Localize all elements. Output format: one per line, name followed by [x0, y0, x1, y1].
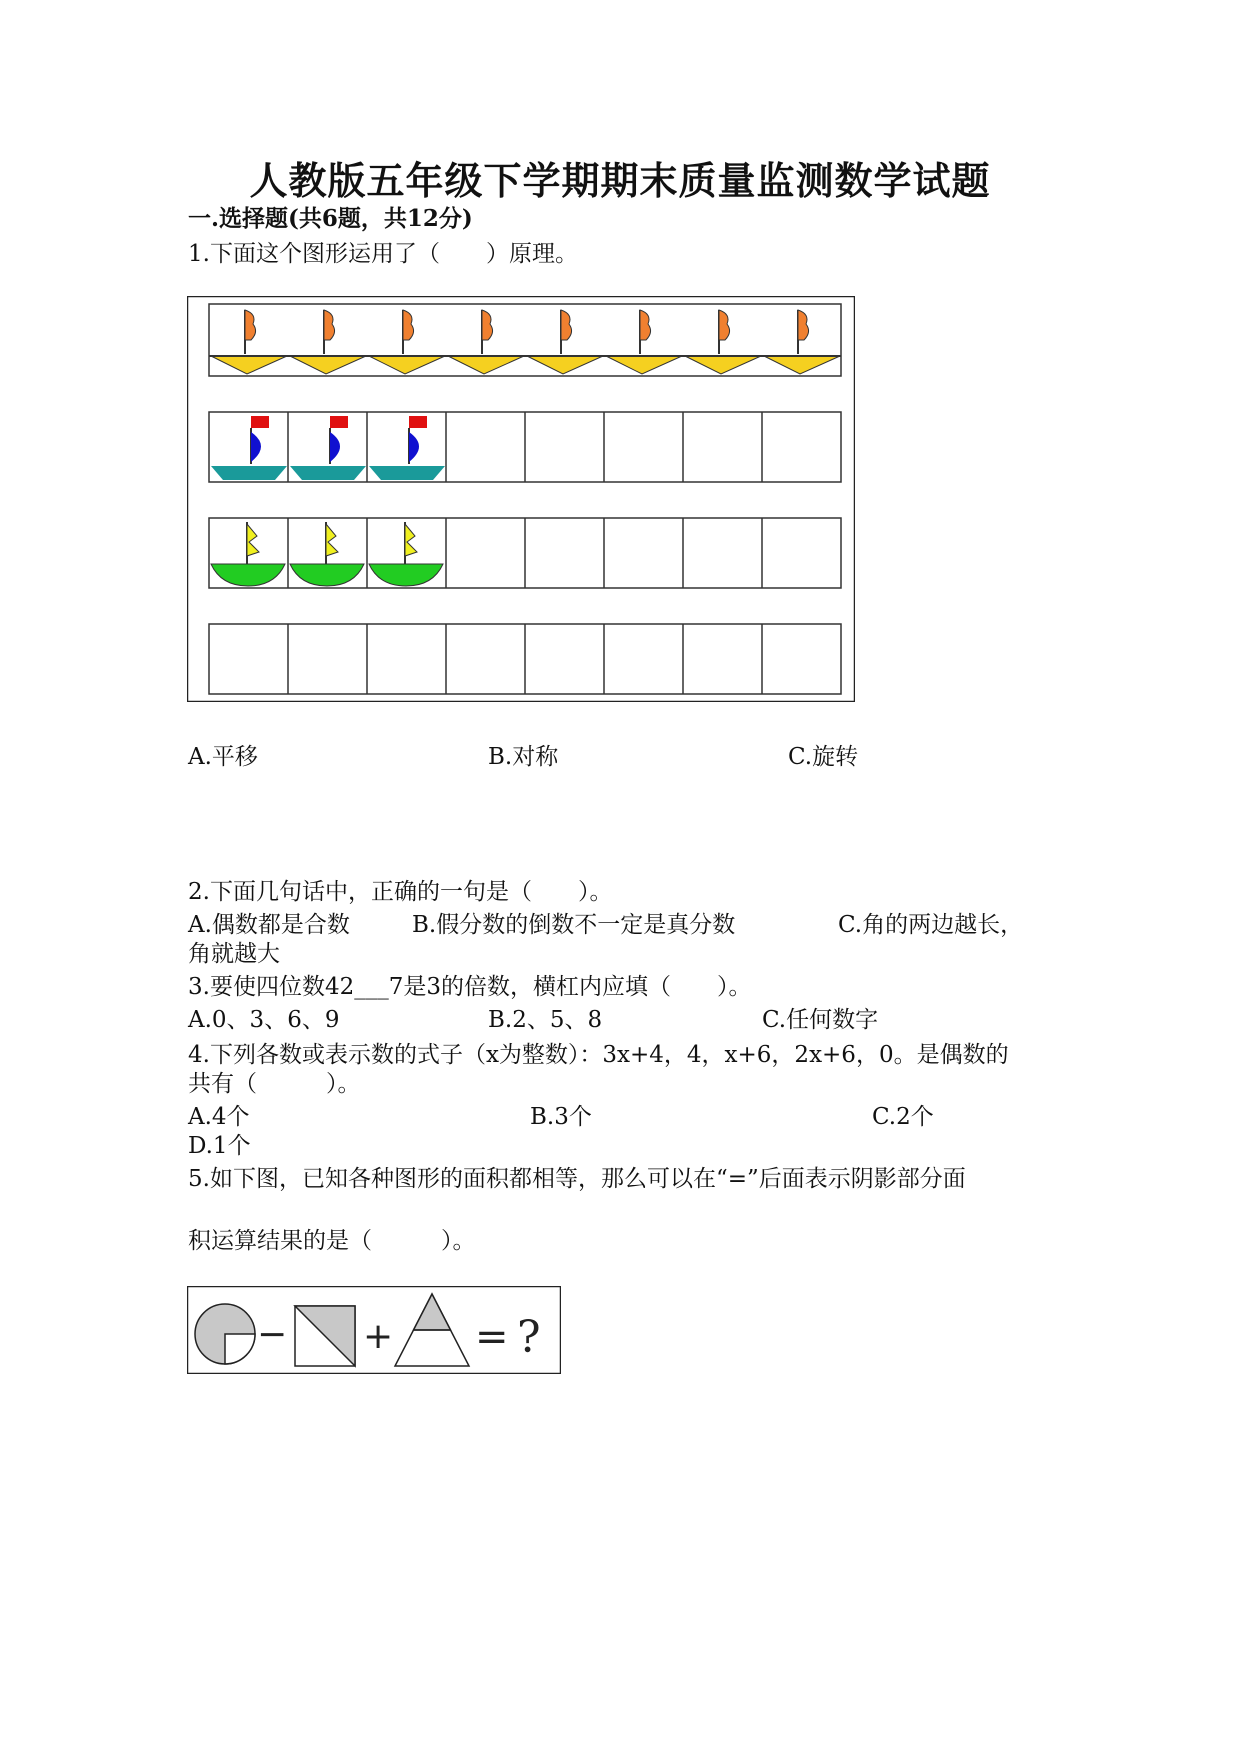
- section-heading: 一.选择题(共6题，共12分): [188, 205, 473, 232]
- q4-option-b: B.3个: [530, 1104, 592, 1130]
- q3-option-b: B.2、5、8: [488, 1007, 603, 1033]
- q2-option-c-wrap: 角就越大: [188, 941, 280, 967]
- shaded-square-icon: [295, 1306, 355, 1366]
- q1-option-a: A.平移: [188, 744, 258, 770]
- q4-stem: 4.下列各数或表示数的式子（x为整数）：3x+4，4，x+6，2x+6，0。是偶数的: [188, 1042, 1009, 1068]
- red-flag: [409, 416, 427, 428]
- red-flag: [330, 416, 348, 428]
- q5-stem: 5.如下图，已知各种图形的面积都相等，那么可以在“=”后面表示阴影部分面: [188, 1166, 966, 1192]
- q3-option-a: A.0、3、6、9: [188, 1007, 340, 1033]
- q2-stem: 2.下面几句话中，正确的一句是（ ）。: [188, 879, 613, 905]
- red-flag: [251, 416, 269, 428]
- shape-equation-figure: [187, 1286, 561, 1374]
- q4-option-a: A.4个: [188, 1104, 250, 1130]
- q4-option-d: D.1个: [188, 1133, 251, 1159]
- page-title: 人教版五年级下学期期末质量监测数学试题: [249, 158, 991, 203]
- q4-option-c: C.2个: [872, 1104, 934, 1130]
- q2-option-b: B.假分数的倒数不一定是真分数: [412, 912, 736, 938]
- q5-stem-cont: 积运算结果的是（ ）。: [188, 1228, 476, 1254]
- q1-option-c: C.旋转: [788, 744, 859, 770]
- q4-stem-cont: 共有（ ）。: [188, 1071, 361, 1097]
- teal-hull: [211, 466, 287, 480]
- boat-grid-figure: [187, 296, 855, 702]
- q3-stem: 3.要使四位数42___7是3的倍数，横杠内应填（ ）。: [188, 974, 752, 1000]
- shaded-circle-icon: [195, 1304, 255, 1364]
- teal-hull: [290, 466, 366, 480]
- minus-sign: −: [257, 1314, 288, 1355]
- q2-option-a: A.偶数都是合数: [188, 912, 350, 938]
- plus-sign: +: [363, 1316, 394, 1357]
- q1-stem: 1.下面这个图形运用了（ ）原理。: [188, 241, 578, 267]
- q3-option-c: C.任何数字: [762, 1007, 879, 1033]
- teal-hull: [369, 466, 445, 480]
- equals-sign: =: [475, 1314, 509, 1360]
- q1-option-b: B.对称: [488, 744, 559, 770]
- q5-figure: [187, 1286, 561, 1374]
- q1-figure: [187, 296, 855, 702]
- q2-option-c: C.角的两边越长，: [838, 912, 1024, 938]
- question-mark: ?: [517, 1312, 541, 1363]
